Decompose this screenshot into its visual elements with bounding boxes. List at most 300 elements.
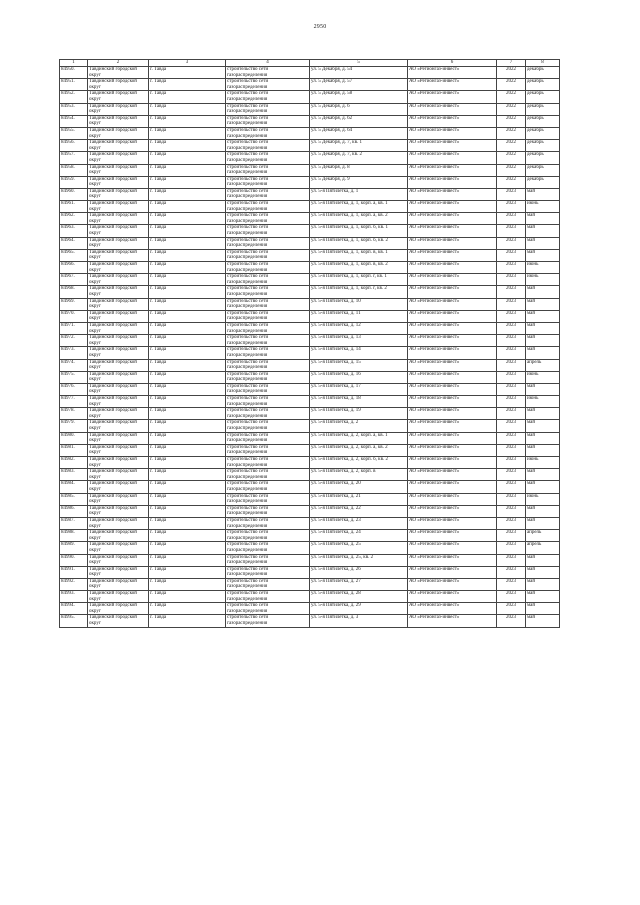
organization-cell: АО «Регионгаз-инвест» (408, 201, 497, 213)
district-cell: Тавдинский городской округ (88, 444, 149, 456)
work-type-cell: строительство сети газораспределения (226, 322, 310, 334)
row-number-cell: 84965. (60, 249, 88, 261)
table-row (60, 444, 560, 456)
row-number-cell: 84979. (60, 420, 88, 432)
table-row (60, 591, 560, 603)
organization-cell: АО «Регионгаз-инвест» (408, 505, 497, 517)
address-cell: ул. 5-я Пятилетка, д. 2, корп. б, кв. 2 (310, 457, 408, 469)
month-cell: май (526, 615, 560, 627)
work-type-cell: строительство сети газораспределения (226, 201, 310, 213)
city-cell: г. Тавда (149, 91, 226, 103)
address-cell: ул. 5-я Пятилетка, д. 1, корп. г, кв. 1 (310, 274, 408, 286)
district-cell: Тавдинский городской округ (88, 152, 149, 164)
address-cell: ул. 5-я Пятилетка, д. 1, корп. в, кв. 2 (310, 262, 408, 274)
table-row (60, 554, 560, 566)
city-cell: г. Тавда (149, 432, 226, 444)
address-cell: ул. 5-я Пятилетка, д. 11 (310, 310, 408, 322)
district-cell: Тавдинский городской округ (88, 432, 149, 444)
year-cell: 2023 (497, 347, 526, 359)
address-cell: ул. 5 Декабря, д. 6 (310, 103, 408, 115)
organization-cell: АО «Регионгаз-инвест» (408, 176, 497, 188)
organization-cell: АО «Регионгаз-инвест» (408, 566, 497, 578)
address-cell: ул. 5 Декабря, д. 7, кв. 1 (310, 140, 408, 152)
year-cell: 2023 (497, 542, 526, 554)
month-cell: июнь (526, 274, 560, 286)
district-cell: Тавдинский городской округ (88, 286, 149, 298)
address-cell: ул. 5-я Пятилетка, д. 19 (310, 408, 408, 420)
city-cell: г. Тавда (149, 542, 226, 554)
table-row (60, 298, 560, 310)
month-cell: декабрь (526, 164, 560, 176)
year-cell: 2023 (497, 249, 526, 261)
city-cell: г. Тавда (149, 79, 226, 91)
table-row (60, 67, 560, 79)
district-cell: Тавдинский городской округ (88, 127, 149, 139)
city-cell: г. Тавда (149, 505, 226, 517)
city-cell: г. Тавда (149, 493, 226, 505)
row-number-cell: 84970. (60, 310, 88, 322)
year-cell: 2023 (497, 603, 526, 615)
table-row (60, 578, 560, 590)
row-number-cell: 84959. (60, 176, 88, 188)
organization-cell: АО «Регионгаз-инвест» (408, 493, 497, 505)
address-cell: ул. 5-я Пятилетка, д. 27 (310, 578, 408, 590)
header-cell-7: 7 (497, 60, 526, 67)
address-cell: ул. 5 Декабря, д. 62 (310, 115, 408, 127)
address-cell: ул. 5-я Пятилетка, д. 26 (310, 566, 408, 578)
work-type-cell: строительство сети газораспределения (226, 176, 310, 188)
address-cell: ул. 5-я Пятилетка, д. 1 (310, 188, 408, 200)
work-type-cell: строительство сети газораспределения (226, 566, 310, 578)
city-cell: г. Тавда (149, 444, 226, 456)
work-type-cell: строительство сети газораспределения (226, 262, 310, 274)
table-row (60, 469, 560, 481)
district-cell: Тавдинский городской округ (88, 140, 149, 152)
organization-cell: АО «Регионгаз-инвест» (408, 164, 497, 176)
year-cell: 2023 (497, 566, 526, 578)
organization-cell: АО «Регионгаз-инвест» (408, 127, 497, 139)
work-type-cell: строительство сети газораспределения (226, 517, 310, 529)
year-cell: 2022 (497, 103, 526, 115)
month-cell: декабрь (526, 127, 560, 139)
city-cell: г. Тавда (149, 517, 226, 529)
organization-cell: АО «Регионгаз-инвест» (408, 335, 497, 347)
year-cell: 2023 (497, 298, 526, 310)
address-cell: ул. 5-я Пятилетка, д. 13 (310, 335, 408, 347)
district-cell: Тавдинский городской округ (88, 322, 149, 334)
month-cell: апрель (526, 530, 560, 542)
city-cell: г. Тавда (149, 396, 226, 408)
row-number-cell: 84974. (60, 359, 88, 371)
work-type-cell: строительство сети газораспределения (226, 249, 310, 261)
table-row (60, 432, 560, 444)
city-cell: г. Тавда (149, 140, 226, 152)
row-number-cell: 84990. (60, 554, 88, 566)
table-row (60, 566, 560, 578)
district-cell: Тавдинский городской округ (88, 359, 149, 371)
header-cell-5: 5 (310, 60, 408, 67)
table-row (60, 201, 560, 213)
organization-cell: АО «Регионгаз-инвест» (408, 140, 497, 152)
month-cell: май (526, 408, 560, 420)
month-cell: июнь (526, 457, 560, 469)
year-cell: 2023 (497, 396, 526, 408)
month-cell: май (526, 213, 560, 225)
address-cell: ул. 5-я Пятилетка, д. 2 (310, 420, 408, 432)
work-type-cell: строительство сети газораспределения (226, 274, 310, 286)
city-cell: г. Тавда (149, 201, 226, 213)
district-cell: Тавдинский городской округ (88, 115, 149, 127)
table-row (60, 103, 560, 115)
month-cell: июнь (526, 262, 560, 274)
organization-cell: АО «Регионгаз-инвест» (408, 444, 497, 456)
table-row (60, 188, 560, 200)
row-number-cell: 84976. (60, 383, 88, 395)
organization-cell: АО «Регионгаз-инвест» (408, 603, 497, 615)
page-number: 2950 (313, 24, 327, 30)
work-type-cell: строительство сети газораспределения (226, 469, 310, 481)
district-cell: Тавдинский городской округ (88, 164, 149, 176)
district-cell: Тавдинский городской округ (88, 517, 149, 529)
table-row (60, 603, 560, 615)
row-number-cell: 84989. (60, 542, 88, 554)
row-number-cell: 84966. (60, 262, 88, 274)
address-cell: ул. 5 Декабря, д. 8 (310, 164, 408, 176)
table-row (60, 505, 560, 517)
table-row (60, 322, 560, 334)
month-cell: апрель (526, 542, 560, 554)
month-cell: май (526, 298, 560, 310)
table-row (60, 310, 560, 322)
district-cell: Тавдинский городской округ (88, 249, 149, 261)
year-cell: 2023 (497, 274, 526, 286)
row-number-cell: 84968. (60, 286, 88, 298)
district-cell: Тавдинский городской округ (88, 103, 149, 115)
address-cell: ул. 5-я Пятилетка, д. 2, корп. а, кв. 1 (310, 432, 408, 444)
address-cell: ул. 5-я Пятилетка, д. 25 (310, 542, 408, 554)
organization-cell: АО «Регионгаз-инвест» (408, 469, 497, 481)
row-number-cell: 84969. (60, 298, 88, 310)
month-cell: май (526, 517, 560, 529)
organization-cell: АО «Регионгаз-инвест» (408, 359, 497, 371)
year-cell: 2023 (497, 591, 526, 603)
work-type-cell: строительство сети газораспределения (226, 79, 310, 91)
organization-cell: АО «Регионгаз-инвест» (408, 481, 497, 493)
city-cell: г. Тавда (149, 262, 226, 274)
row-number-cell: 84986. (60, 505, 88, 517)
district-cell: Тавдинский городской округ (88, 79, 149, 91)
district-cell: Тавдинский городской округ (88, 298, 149, 310)
work-type-cell: строительство сети газораспределения (226, 408, 310, 420)
table-row (60, 213, 560, 225)
work-type-cell: строительство сети газораспределения (226, 298, 310, 310)
address-cell: ул. 5-я Пятилетка, д. 12 (310, 322, 408, 334)
header-cell-3: 3 (149, 60, 226, 67)
header-cell-4: 4 (226, 60, 310, 67)
organization-cell: АО «Регионгаз-инвест» (408, 103, 497, 115)
month-cell: май (526, 237, 560, 249)
table-row (60, 420, 560, 432)
address-cell: ул. 5-я Пятилетка, д. 23 (310, 517, 408, 529)
district-cell: Тавдинский городской округ (88, 481, 149, 493)
work-type-cell: строительство сети газораспределения (226, 578, 310, 590)
address-cell: ул. 5-я Пятилетка, д. 3 (310, 615, 408, 627)
row-number-cell: 84982. (60, 457, 88, 469)
year-cell: 2022 (497, 67, 526, 79)
city-cell: г. Тавда (149, 213, 226, 225)
header-cell-1: 1 (60, 60, 88, 67)
year-cell: 2022 (497, 127, 526, 139)
district-cell: Тавдинский городской округ (88, 457, 149, 469)
month-cell: май (526, 432, 560, 444)
work-type-cell: строительство сети газораспределения (226, 152, 310, 164)
address-cell: ул. 5-я Пятилетка, д. 29 (310, 603, 408, 615)
address-cell: ул. 5 Декабря, д. 57 (310, 79, 408, 91)
year-cell: 2023 (497, 517, 526, 529)
work-type-cell: строительство сети газораспределения (226, 213, 310, 225)
organization-cell: АО «Регионгаз-инвест» (408, 115, 497, 127)
district-cell: Тавдинский городской округ (88, 493, 149, 505)
row-number-cell: 84985. (60, 493, 88, 505)
organization-cell: АО «Регионгаз-инвест» (408, 262, 497, 274)
city-cell: г. Тавда (149, 298, 226, 310)
organization-cell: АО «Регионгаз-инвест» (408, 396, 497, 408)
work-type-cell: строительство сети газораспределения (226, 542, 310, 554)
organization-cell: АО «Регионгаз-инвест» (408, 542, 497, 554)
city-cell: г. Тавда (149, 347, 226, 359)
district-cell: Тавдинский городской округ (88, 505, 149, 517)
city-cell: г. Тавда (149, 420, 226, 432)
table-row (60, 127, 560, 139)
table-row (60, 152, 560, 164)
work-type-cell: строительство сети газораспределения (226, 591, 310, 603)
address-cell: ул. 5 Декабря, д. 7, кв. 2 (310, 152, 408, 164)
year-cell: 2023 (497, 505, 526, 517)
organization-cell: АО «Регионгаз-инвест» (408, 383, 497, 395)
district-cell: Тавдинский городской округ (88, 591, 149, 603)
work-type-cell: строительство сети газораспределения (226, 188, 310, 200)
city-cell: г. Тавда (149, 164, 226, 176)
month-cell: май (526, 481, 560, 493)
table-body (60, 67, 560, 628)
work-type-cell: строительство сети газораспределения (226, 67, 310, 79)
table-row (60, 396, 560, 408)
year-cell: 2023 (497, 371, 526, 383)
organization-cell: АО «Регионгаз-инвест» (408, 67, 497, 79)
row-number-cell: 84973. (60, 347, 88, 359)
city-cell: г. Тавда (149, 225, 226, 237)
table-row (60, 115, 560, 127)
district-cell: Тавдинский городской округ (88, 383, 149, 395)
address-cell: ул. 5-я Пятилетка, д. 16 (310, 371, 408, 383)
table-header (60, 60, 560, 67)
month-cell: декабрь (526, 79, 560, 91)
organization-cell: АО «Регионгаз-инвест» (408, 286, 497, 298)
row-number-cell: 84953. (60, 103, 88, 115)
city-cell: г. Тавда (149, 115, 226, 127)
organization-cell: АО «Регионгаз-инвест» (408, 408, 497, 420)
month-cell: июнь (526, 371, 560, 383)
month-cell: май (526, 310, 560, 322)
address-cell: ул. 5-я Пятилетка, д. 25, кв. 2 (310, 554, 408, 566)
row-number-cell: 84951. (60, 79, 88, 91)
table-row (60, 164, 560, 176)
year-cell: 2022 (497, 91, 526, 103)
table-row (60, 140, 560, 152)
table-row (60, 542, 560, 554)
city-cell: г. Тавда (149, 566, 226, 578)
district-cell: Тавдинский городской округ (88, 420, 149, 432)
address-cell: ул. 5-я Пятилетка, д. 1, корп. г, кв. 2 (310, 286, 408, 298)
year-cell: 2023 (497, 578, 526, 590)
work-type-cell: строительство сети газораспределения (226, 554, 310, 566)
table-row (60, 176, 560, 188)
city-cell: г. Тавда (149, 359, 226, 371)
year-cell: 2023 (497, 493, 526, 505)
year-cell: 2023 (497, 420, 526, 432)
row-number-cell: 84975. (60, 371, 88, 383)
work-type-cell: строительство сети газораспределения (226, 115, 310, 127)
work-type-cell: строительство сети газораспределения (226, 164, 310, 176)
city-cell: г. Тавда (149, 176, 226, 188)
row-number-cell: 84971. (60, 322, 88, 334)
city-cell: г. Тавда (149, 554, 226, 566)
month-cell: июнь (526, 493, 560, 505)
district-cell: Тавдинский городской округ (88, 408, 149, 420)
work-type-cell: строительство сети газораспределения (226, 396, 310, 408)
city-cell: г. Тавда (149, 408, 226, 420)
row-number-cell: 84952. (60, 91, 88, 103)
address-cell: ул. 5-я Пятилетка, д. 21 (310, 493, 408, 505)
year-cell: 2023 (497, 262, 526, 274)
year-cell: 2022 (497, 164, 526, 176)
row-number-cell: 84961. (60, 201, 88, 213)
row-number-cell: 84957. (60, 152, 88, 164)
district-cell: Тавдинский городской округ (88, 201, 149, 213)
district-cell: Тавдинский городской округ (88, 347, 149, 359)
year-cell: 2023 (497, 188, 526, 200)
city-cell: г. Тавда (149, 286, 226, 298)
month-cell: декабрь (526, 91, 560, 103)
table-row (60, 359, 560, 371)
work-type-cell: строительство сети газораспределения (226, 493, 310, 505)
row-number-cell: 84967. (60, 274, 88, 286)
city-cell: г. Тавда (149, 383, 226, 395)
work-type-cell: строительство сети газораспределения (226, 103, 310, 115)
organization-cell: АО «Регионгаз-инвест» (408, 420, 497, 432)
month-cell: июнь (526, 201, 560, 213)
district-cell: Тавдинский городской округ (88, 91, 149, 103)
address-cell: ул. 5-я Пятилетка, д. 1, корп. а, кв. 2 (310, 213, 408, 225)
header-cell-8: 8 (526, 60, 560, 67)
district-cell: Тавдинский городской округ (88, 335, 149, 347)
work-type-cell: строительство сети газораспределения (226, 505, 310, 517)
district-cell: Тавдинский городской округ (88, 274, 149, 286)
organization-cell: АО «Регионгаз-инвест» (408, 322, 497, 334)
year-cell: 2022 (497, 152, 526, 164)
month-cell: май (526, 603, 560, 615)
work-type-cell: строительство сети газораспределения (226, 432, 310, 444)
district-cell: Тавдинский городской округ (88, 530, 149, 542)
city-cell: г. Тавда (149, 371, 226, 383)
month-cell: май (526, 469, 560, 481)
table-row (60, 493, 560, 505)
district-cell: Тавдинский городской округ (88, 310, 149, 322)
district-cell: Тавдинский городской округ (88, 615, 149, 627)
district-cell: Тавдинский городской округ (88, 396, 149, 408)
header-cell-6: 6 (408, 60, 497, 67)
district-cell: Тавдинский городской округ (88, 237, 149, 249)
year-cell: 2023 (497, 481, 526, 493)
work-type-cell: строительство сети газораспределения (226, 286, 310, 298)
city-cell: г. Тавда (149, 152, 226, 164)
address-cell: ул. 5-я Пятилетка, д. 18 (310, 396, 408, 408)
row-number-cell: 84950. (60, 67, 88, 79)
row-number-cell: 84991. (60, 566, 88, 578)
row-number-cell: 84980. (60, 432, 88, 444)
month-cell: май (526, 591, 560, 603)
gasification-table (59, 59, 560, 628)
city-cell: г. Тавда (149, 322, 226, 334)
table-row (60, 481, 560, 493)
month-cell: май (526, 188, 560, 200)
table-row (60, 79, 560, 91)
work-type-cell: строительство сети газораспределения (226, 140, 310, 152)
row-number-cell: 84995. (60, 615, 88, 627)
work-type-cell: строительство сети газораспределения (226, 127, 310, 139)
city-cell: г. Тавда (149, 67, 226, 79)
organization-cell: АО «Регионгаз-инвест» (408, 188, 497, 200)
year-cell: 2023 (497, 322, 526, 334)
year-cell: 2023 (497, 457, 526, 469)
row-number-cell: 84964. (60, 237, 88, 249)
city-cell: г. Тавда (149, 237, 226, 249)
district-cell: Тавдинский городской округ (88, 67, 149, 79)
city-cell: г. Тавда (149, 530, 226, 542)
address-cell: ул. 5-я Пятилетка, д. 2, корп. а, кв. 2 (310, 444, 408, 456)
year-cell: 2023 (497, 432, 526, 444)
row-number-cell: 84963. (60, 225, 88, 237)
row-number-cell: 84962. (60, 213, 88, 225)
year-cell: 2023 (497, 310, 526, 322)
organization-cell: АО «Регионгаз-инвест» (408, 371, 497, 383)
table-row (60, 274, 560, 286)
address-cell: ул. 5-я Пятилетка, д. 20 (310, 481, 408, 493)
table-row (60, 237, 560, 249)
month-cell: декабрь (526, 67, 560, 79)
address-cell: ул. 5-я Пятилетка, д. 2, корп. в (310, 469, 408, 481)
address-cell: ул. 5 Декабря, д. 9 (310, 176, 408, 188)
month-cell: апрель (526, 359, 560, 371)
year-cell: 2023 (497, 444, 526, 456)
month-cell: май (526, 578, 560, 590)
table-row (60, 91, 560, 103)
month-cell: май (526, 335, 560, 347)
work-type-cell: строительство сети газораспределения (226, 225, 310, 237)
row-number-cell: 84987. (60, 517, 88, 529)
row-number-cell: 84956. (60, 140, 88, 152)
year-cell: 2022 (497, 79, 526, 91)
organization-cell: АО «Регионгаз-инвест» (408, 310, 497, 322)
year-cell: 2023 (497, 615, 526, 627)
address-cell: ул. 5-я Пятилетка, д. 17 (310, 383, 408, 395)
table-row (60, 249, 560, 261)
header-cell-2: 2 (88, 60, 149, 67)
month-cell: июнь (526, 396, 560, 408)
work-type-cell: строительство сети газораспределения (226, 371, 310, 383)
organization-cell: АО «Регионгаз-инвест» (408, 615, 497, 627)
organization-cell: АО «Регионгаз-инвест» (408, 432, 497, 444)
